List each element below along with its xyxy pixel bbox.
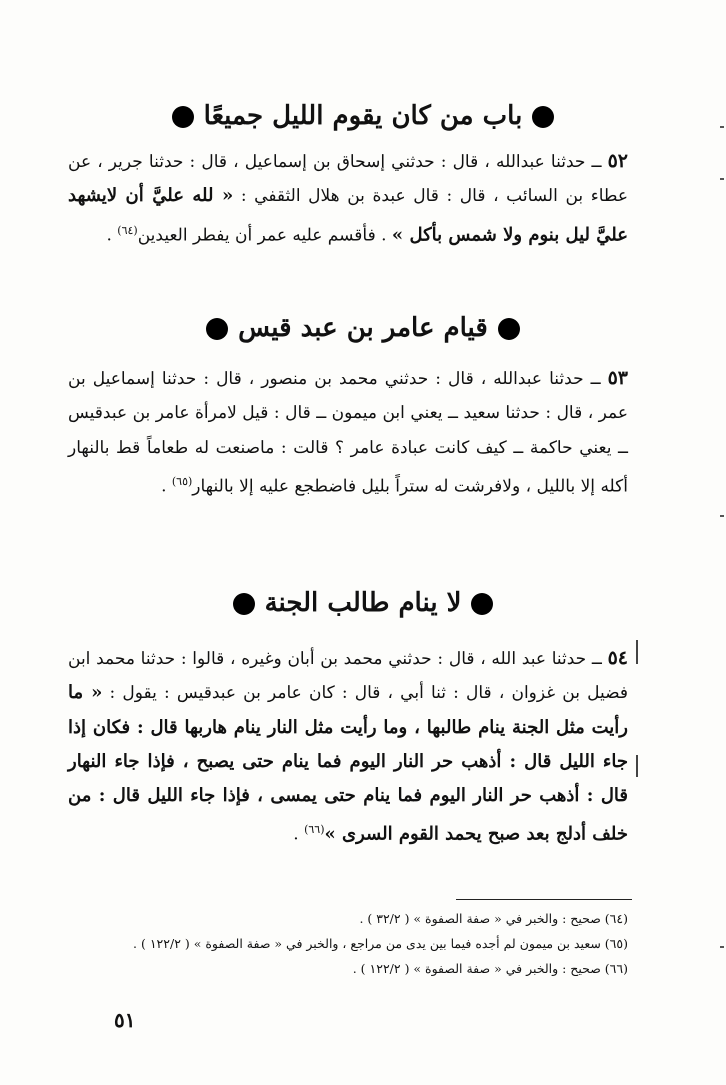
footnote: (٦٦) صحيح : والخبر في « صفة الصفوة » ( ١٢٢/٢ ) . <box>352 961 628 976</box>
bullet-dot-icon <box>172 106 194 128</box>
heading-text: قيام عامر بن عبد قيس <box>238 313 488 343</box>
bullet-dot-icon <box>532 106 554 128</box>
narration-number: ٥٤ <box>607 647 628 669</box>
narration-number: ٥٢ <box>607 150 628 172</box>
section-heading <box>0 308 726 348</box>
scan-mark <box>636 755 638 777</box>
bullet-dot-icon <box>471 593 493 615</box>
scan-mark <box>636 640 638 664</box>
paragraph <box>68 641 628 852</box>
footnote-reference[interactable]: (٦٥) <box>171 474 193 488</box>
footnote-reference[interactable]: (٦٦) <box>304 823 325 837</box>
paragraph-end: . <box>293 825 305 846</box>
scan-mark <box>720 126 724 128</box>
page-number: ٥١ <box>114 1008 136 1032</box>
section-heading <box>0 96 726 136</box>
bullet-dot-icon <box>206 318 228 340</box>
paragraph-text: ــ حدثنا عبد الله ، قال : حدثني محمد بن أبان وغيره ، قالوا : حدثنا محمد ابن فضيل بن غزوان ، قال : ثنا أبي ، قال : كان عامر بن عبدقيس : يقول : <box>68 649 628 704</box>
heading-text: لا ينام طالب الجنة <box>264 588 462 618</box>
footnote: (٦٥) سعيد بن ميمون لم أجده فيما بين يدى من مراجع ، والخبر في « صفة الصفوة » ( ١٢٢/٢ ) . <box>133 936 628 951</box>
section-heading <box>0 583 726 623</box>
scan-mark <box>720 178 724 180</box>
footnote-reference[interactable]: (٦٤) <box>117 223 138 237</box>
paragraph-text: ــ حدثنا عبدالله ، قال : حدثني إسحاق بن إسماعيل ، قال : حدثنا جرير ، عن عطاء بن السائب ، قال : قال عبدة بن هلال الثقفي : <box>68 152 628 207</box>
paragraph <box>68 361 628 504</box>
quoted-text: « ما رأيت مثل الجنة ينام طالبها ، وما رأيت مثل النار ينام هاربها قال : فكان إذا جاء الليل قال : أذهب حر النار اليوم فما ينام حتى يصبح ، فإذا جاء النهار قال : أذهب حر النار اليوم فما ينام حتى يمسى ، فإذا جاء الليل قال : من خلف أدلج بعد صبح يحمد القوم السرى » <box>68 682 628 846</box>
paragraph-end: . <box>161 476 172 497</box>
bullet-dot-icon <box>498 318 520 340</box>
heading-text: باب من كان يقوم الليل جميعًا <box>203 101 523 131</box>
footnote-divider <box>456 899 632 900</box>
footnote: (٦٤) صحيح : والخبر في « صفة الصفوة » ( ٣٢/٢ ) . <box>359 911 628 926</box>
paragraph-text: . فأقسم عليه عمر أن يفطر العيدين <box>137 225 392 246</box>
paragraph-end: . <box>106 225 118 246</box>
scan-mark <box>720 515 724 517</box>
scan-mark <box>720 946 724 948</box>
paragraph <box>68 144 628 253</box>
quoted-text: « لله عليَّ أن لايشهد عليَّ ليل بنوم ولا شمس بأكل » <box>68 185 628 246</box>
narration-number: ٥٣ <box>607 367 628 389</box>
paragraph-text: ــ حدثنا عبدالله ، قال : حدثني محمد بن منصور ، قال : حدثنا إسماعيل بن عمر ، قال : حدثنا سعيد ــ يعني ابن ميمون ــ قال : قيل لامرأة عامر بن عبدقيس ــ يعني حاكمة ــ كيف كانت عبادة عامر ؟ قالت : ماصنعت له طعاماً قط بالنهار أكله إلا بالليل ، ولافرشت له ستراً بليل فاضطجع عليه إلا بالنهار <box>68 369 628 497</box>
bullet-dot-icon <box>233 593 255 615</box>
